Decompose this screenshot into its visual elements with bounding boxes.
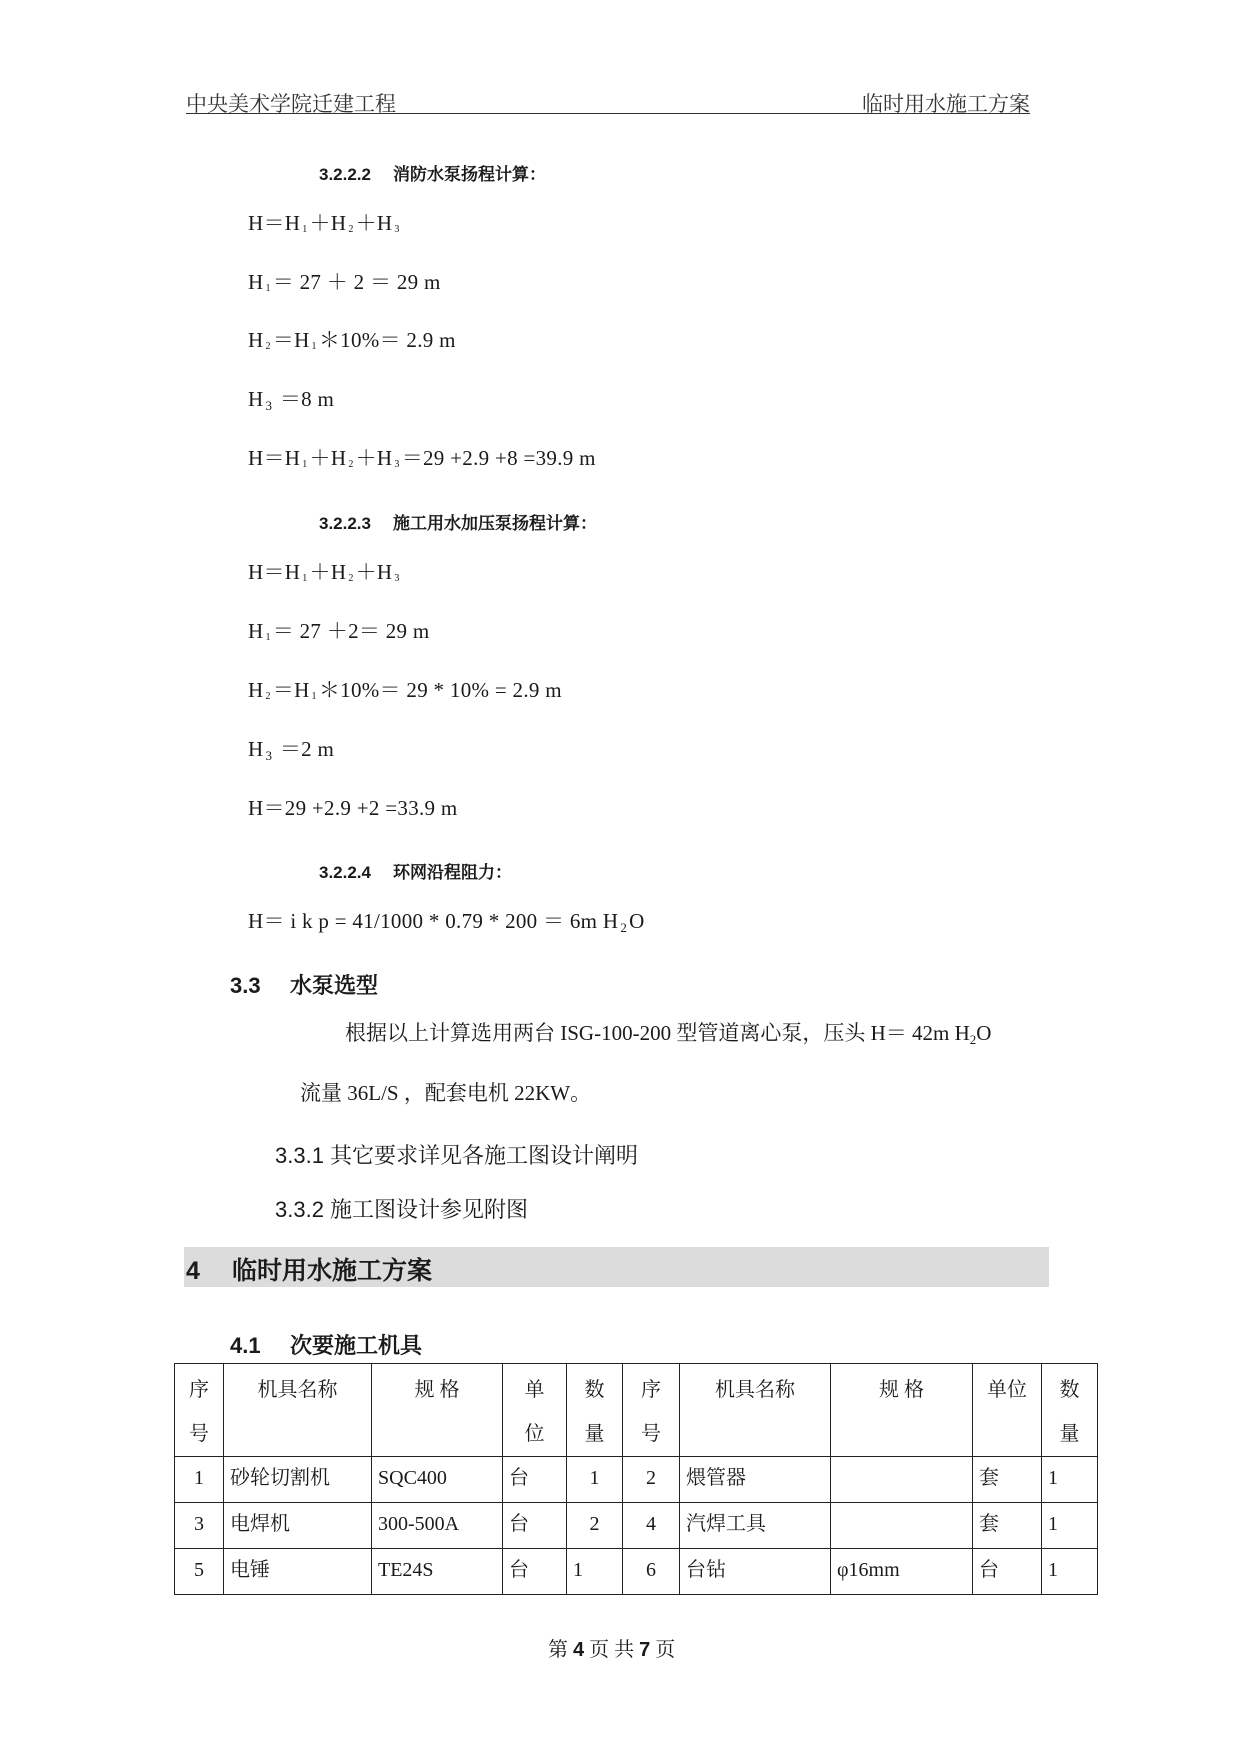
- heading-title: 次要施工机具: [290, 1333, 423, 1358]
- table-header-row: [175, 1364, 1098, 1457]
- table-header-cell: 数 量: [1042, 1364, 1098, 1457]
- table-cell: 电焊机: [224, 1503, 372, 1549]
- table-cell: 6: [623, 1549, 680, 1595]
- table-cell: 电锤: [224, 1549, 372, 1595]
- page-footer: 第 4 页 共 7 页: [548, 1639, 676, 1661]
- table-cell: 汽焊工具: [680, 1503, 831, 1549]
- table-cell: 1: [1042, 1503, 1098, 1549]
- table-cell: 1: [1042, 1457, 1098, 1503]
- table-cell: 300-500A: [372, 1503, 503, 1549]
- table-cell: 砂轮切割机: [224, 1457, 372, 1503]
- heading-3-2-2-4: [319, 858, 512, 883]
- heading-3-2-2-3: [319, 509, 597, 534]
- formula-line: H $_2$＝H $_1$＊10%＝ 29 * 10% = 2.9 m: [248, 678, 562, 702]
- formula-line: H $_3$ ＝2 m: [248, 737, 335, 763]
- heading-4-1: [230, 1329, 422, 1360]
- table-cell: 3: [175, 1503, 224, 1549]
- table-cell: 1: [1042, 1549, 1098, 1595]
- heading-title: 施工用水加压泵扬程计算：: [393, 514, 597, 533]
- heading-title: 水泵选型: [290, 973, 379, 998]
- table-header-cell: 机具名称: [680, 1364, 831, 1457]
- list-item: 3.3.1 其它要求详见各施工图设计阐明: [275, 1143, 639, 1168]
- heading-number: 3.2.2.3: [319, 514, 371, 533]
- formula-line: H $_1$＝ 27 ＋ 2 ＝ 29 m: [248, 270, 441, 294]
- table-cell: 套: [973, 1503, 1042, 1549]
- table-cell: [831, 1457, 973, 1503]
- table-cell: 2: [567, 1503, 623, 1549]
- table-header-cell: 序 号: [623, 1364, 680, 1457]
- formula-line: H $_1$＝ 27 ＋2＝ 29 m: [248, 619, 430, 643]
- heading-number: 3.2.2.2: [319, 165, 371, 184]
- formula-line: H＝29 +2.9 +2 =33.9 m: [248, 796, 458, 820]
- header-project-name: 中央美术学院迁建工程: [186, 92, 396, 116]
- table-cell: φ16mm: [831, 1549, 973, 1595]
- table-cell: 1: [567, 1549, 623, 1595]
- header-document-title: 临时用水施工方案: [862, 92, 1030, 116]
- table-cell: 台: [973, 1549, 1042, 1595]
- header-rule: [186, 113, 1030, 114]
- heading-title: 临时用水施工方案: [232, 1257, 433, 1285]
- table-cell: 台: [503, 1549, 567, 1595]
- table-cell: 4: [623, 1503, 680, 1549]
- table-row: [175, 1549, 1098, 1595]
- formula-line: H＝H $_1$＋H $_2$＋H $_3$: [248, 560, 400, 584]
- table-cell: 1: [567, 1457, 623, 1503]
- equipment-table: [174, 1363, 1098, 1595]
- paragraph: 流量 36L/S ，配套电机 22KW。: [300, 1081, 592, 1105]
- heading-title: 消防水泵扬程计算：: [393, 165, 546, 184]
- page-number: 4: [573, 1639, 585, 1661]
- heading-number: 3.2.2.4: [319, 863, 371, 882]
- heading-number: 4.1: [230, 1333, 261, 1358]
- heading-title: 环网沿程阻力：: [393, 863, 512, 882]
- table-header-cell: 序 号: [175, 1364, 224, 1457]
- table-header-cell: 数 量: [567, 1364, 623, 1457]
- table-header-cell: 单位: [973, 1364, 1042, 1457]
- table-header-cell: 规 格: [831, 1364, 973, 1457]
- table-header-cell: 机具名称: [224, 1364, 372, 1457]
- heading-3-3: [230, 969, 378, 1000]
- formula-line: H＝H $_1$＋H $_2$＋H $_3$＝29 +2.9 +8 =39.9 m: [248, 446, 596, 470]
- table-row: [175, 1503, 1098, 1549]
- heading-4: [186, 1251, 432, 1287]
- page-total: 7: [639, 1639, 651, 1661]
- table-cell: 1: [175, 1457, 224, 1503]
- heading-number: 4: [186, 1257, 200, 1285]
- table-cell: 2: [623, 1457, 680, 1503]
- table-cell: SQC400: [372, 1457, 503, 1503]
- table-cell: TE24S: [372, 1549, 503, 1595]
- table-cell: 台: [503, 1457, 567, 1503]
- table-cell: 套: [973, 1457, 1042, 1503]
- heading-number: 3.3: [230, 973, 261, 998]
- heading-3-2-2-2: [319, 160, 546, 185]
- list-item: 3.3.2 施工图设计参见附图: [275, 1197, 529, 1222]
- formula-line: H $_2$＝H $_1$＊10%＝ 2.9 m: [248, 328, 456, 352]
- table-cell: 台: [503, 1503, 567, 1549]
- table-cell: [831, 1503, 973, 1549]
- table-header-cell: 规 格: [372, 1364, 503, 1457]
- formula-line: H＝H $_1$＋H $_2$＋H $_3$: [248, 211, 400, 235]
- formula-line: H＝ i k p = 41/1000 * 0.79 * 200 ＝ 6m H $_2$O: [248, 909, 645, 935]
- table-cell: 煨管器: [680, 1457, 831, 1503]
- paragraph: 根据以上计算选用两台 ISG-100-200 型管道离心泵，压头 H＝ 42m $H_2O$: [345, 1021, 992, 1047]
- table-row: [175, 1457, 1098, 1503]
- table-cell: 台钻: [680, 1549, 831, 1595]
- table-cell: 5: [175, 1549, 224, 1595]
- formula-line: H $_3$ ＝8 m: [248, 387, 335, 413]
- table-header-cell: 单 位: [503, 1364, 567, 1457]
